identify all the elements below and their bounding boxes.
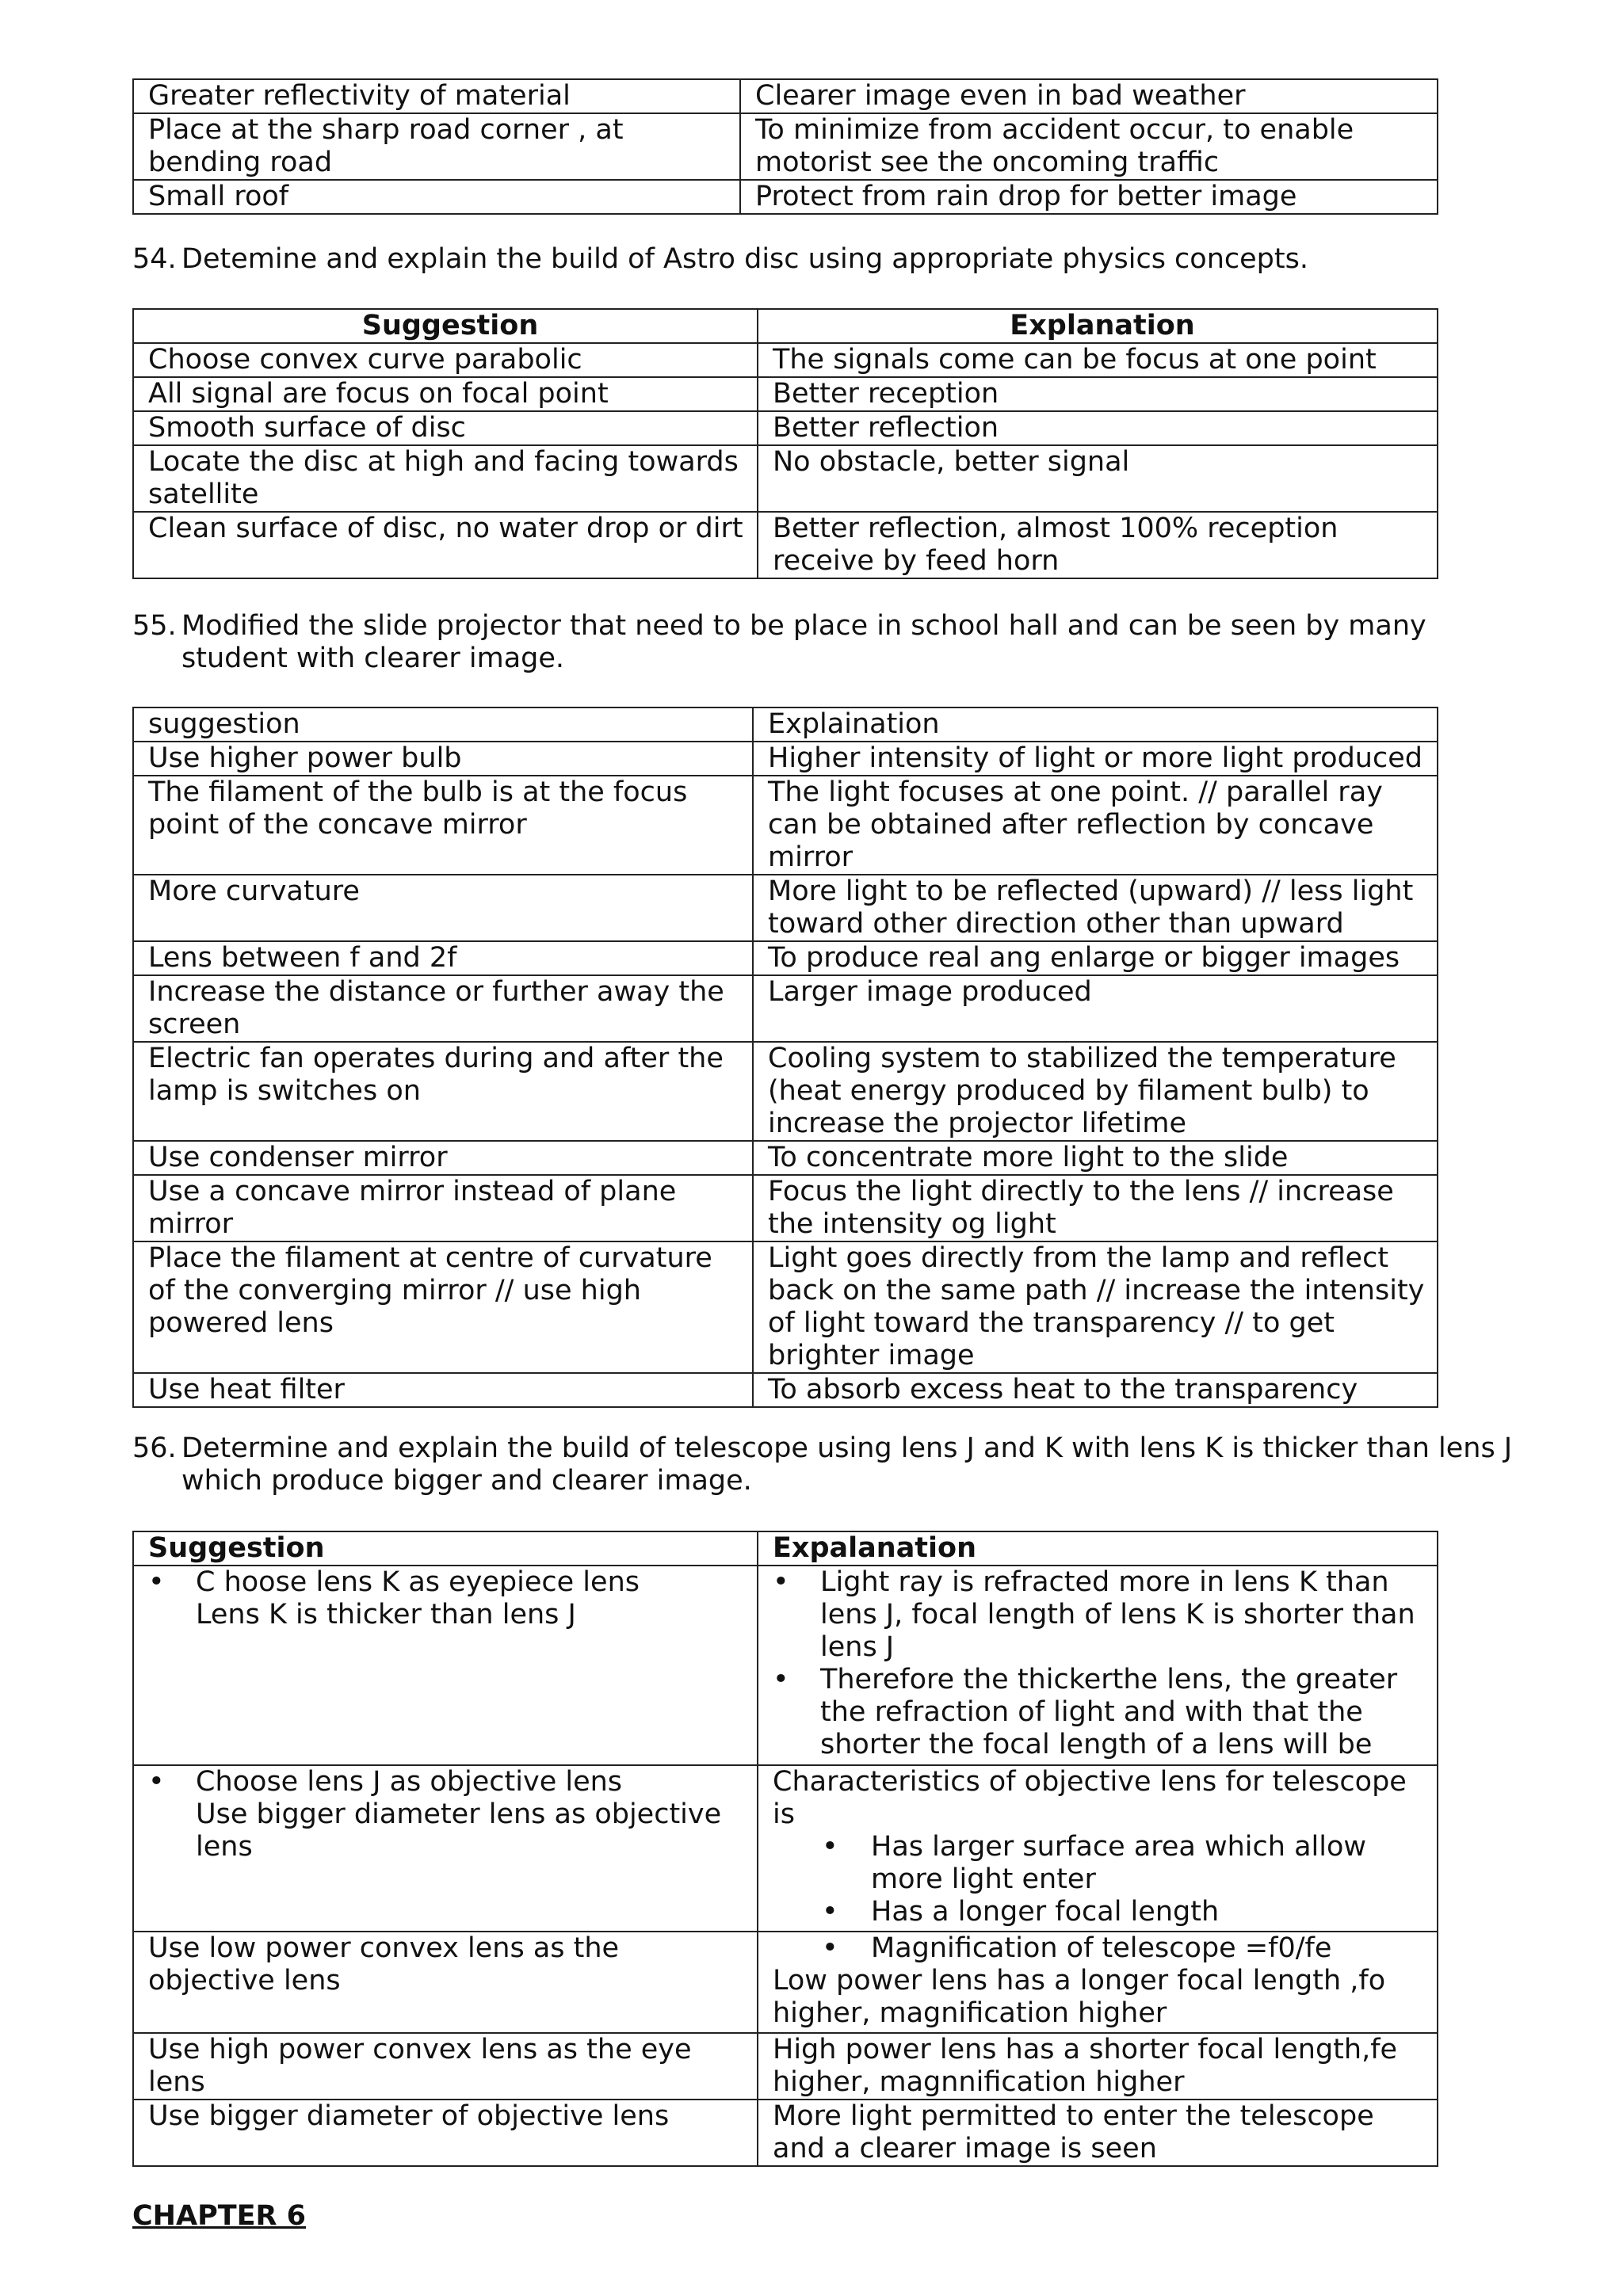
indented-text: Use bigger diameter lens as objective lens (196, 1798, 722, 1863)
column-header: suggestion (133, 707, 753, 742)
table-cell: Place at the sharp road corner , at bending road (133, 113, 740, 180)
column-header: Explaination (753, 707, 1438, 742)
table-cell: Larger image produced (753, 975, 1438, 1042)
table-cell: To concentrate more light to the slide (753, 1141, 1438, 1175)
table-row (133, 776, 1438, 875)
table-cell: Higher intensity of light or more light produced (753, 742, 1438, 776)
table-cell: Choose convex curve parabolic (133, 343, 758, 377)
table-cell: Small roof (133, 180, 740, 214)
table-cell: Focus the light directly to the lens // increase the intensity og light (753, 1175, 1438, 1241)
table-cell (133, 1566, 758, 1765)
table-cell: Use condenser mirror (133, 1141, 753, 1175)
table-row (133, 512, 1438, 578)
table-cell: Better reflection (758, 411, 1438, 445)
table-continued (132, 78, 1438, 215)
table-cell: Better reception (758, 377, 1438, 411)
table-cell: Use heat filter (133, 1373, 753, 1407)
table-telescope (132, 1531, 1438, 2167)
table-row (133, 1042, 1438, 1141)
table-cell: More curvature (133, 875, 753, 941)
bullet-item: • Choose lens J as objective lens (148, 1766, 752, 1798)
question-number: 54. (132, 243, 177, 275)
table-row (133, 79, 1438, 113)
column-header: Expalanation (758, 1531, 1438, 1566)
question-text: which produce bigger and clearer image. (181, 1465, 752, 1497)
table-header-row (133, 1531, 1438, 1566)
table-cell: Cooling system to stabilized the temperature (heat energy produced by filament bulb) to increase the projector lifetime (753, 1042, 1438, 1141)
question-54 (132, 243, 1480, 277)
table-row (133, 975, 1438, 1042)
column-header: Suggestion (133, 1531, 758, 1566)
table-row (133, 445, 1438, 512)
bullet-item: • Therefore the thickerthe lens, the greater the refraction of light and with that the shorter the focal length of a lens will be (773, 1664, 1432, 1761)
table-cell: All signal are focus on focal point (133, 377, 758, 411)
table-row (133, 1175, 1438, 1241)
table-cell: Lens between f and 2f (133, 941, 753, 975)
table-cell: Use a concave mirror instead of plane mirror (133, 1175, 753, 1241)
table-row (133, 742, 1438, 776)
table-row (133, 377, 1438, 411)
table-cell: The light focuses at one point. // parallel ray can be obtained after reflection by concave mirror (753, 776, 1438, 875)
table-cell: Protect from rain drop for better image (740, 180, 1438, 214)
cell-text: Low power lens has a longer focal length ,fo higher, magnification higher (773, 1965, 1386, 2029)
table-cell: To produce real ang enlarge or bigger images (753, 941, 1438, 975)
question-text: student with clearer image. (181, 643, 565, 674)
table-row (133, 1566, 1438, 1765)
table-row (133, 2100, 1438, 2166)
bullet-item: • Light ray is refracted more in lens K than lens J, focal length of lens K is shorter than lens J (773, 1566, 1432, 1664)
table-row (133, 1765, 1438, 1932)
table-cell: Use low power convex lens as the objective lens (133, 1932, 758, 2033)
question-text: Modified the slide projector that need to be place in school hall and can be seen by many (181, 610, 1426, 642)
table-cell (758, 1566, 1438, 1765)
table-cell: More light permitted to enter the telescope and a clearer image is seen (758, 2100, 1438, 2166)
table-cell: Use higher power bulb (133, 742, 753, 776)
table-cell: Locate the disc at high and facing towards satellite (133, 445, 758, 512)
table-cell: More light to be reflected (upward) // less light toward other direction other than upward (753, 875, 1438, 941)
question-55 (132, 610, 1480, 677)
table-cell: High power lens has a shorter focal length,fe higher, magnnification higher (758, 2033, 1438, 2100)
table-row (133, 411, 1438, 445)
table-cell: No obstacle, better signal (758, 445, 1438, 512)
table-row (133, 1932, 1438, 2033)
table-cell: The filament of the bulb is at the focus point of the concave mirror (133, 776, 753, 875)
question-number: 55. (132, 610, 177, 642)
indented-text: Lens K is thicker than lens J (196, 1599, 576, 1630)
table-cell (758, 1932, 1438, 2033)
table-row (133, 180, 1438, 214)
table-cell: Use high power convex lens as the eye lens (133, 2033, 758, 2100)
table-cell: To absorb excess heat to the transparency (753, 1373, 1438, 1407)
table-row (133, 1241, 1438, 1373)
table-cell: Smooth surface of disc (133, 411, 758, 445)
table-header-row (133, 707, 1438, 742)
question-text: Detemine and explain the build of Astro disc using appropriate physics concepts. (181, 243, 1308, 275)
table-cell: Light goes directly from the lamp and reflect back on the same path // increase the intensity of light toward the transparency // to get brighter image (753, 1241, 1438, 1373)
table-cell: Increase the distance or further away the screen (133, 975, 753, 1042)
table-cell (758, 1765, 1438, 1932)
table-astro-disc (132, 308, 1438, 579)
table-cell (133, 1765, 758, 1932)
table-row (133, 941, 1438, 975)
table-cell: Clearer image even in bad weather (740, 79, 1438, 113)
table-header-row (133, 309, 1438, 343)
bullet-item: • Magnification of telescope =f0/fe (773, 1932, 1432, 1965)
table-cell: Use bigger diameter of objective lens (133, 2100, 758, 2166)
bullet-item: • Has a longer focal length (773, 1896, 1432, 1928)
table-cell: Place the filament at centre of curvature of the converging mirror // use high powered lens (133, 1241, 753, 1373)
table-cell: Electric fan operates during and after the lamp is switches on (133, 1042, 753, 1141)
table-row (133, 1373, 1438, 1407)
table-cell: To minimize from accident occur, to enable motorist see the oncoming traffic (740, 113, 1438, 180)
table-cell: Better reflection, almost 100% reception receive by feed horn (758, 512, 1438, 578)
column-header: Explanation (758, 309, 1438, 343)
question-56 (132, 1432, 1591, 1499)
chapter-heading: CHAPTER 6 (132, 2200, 306, 2232)
table-row (133, 113, 1438, 180)
table-row (133, 875, 1438, 941)
table-slide-projector (132, 707, 1438, 1408)
bullet-item: • Has larger surface area which allow more light enter (773, 1831, 1432, 1896)
column-header: Suggestion (133, 309, 758, 343)
table-row (133, 2033, 1438, 2100)
question-number: 56. (132, 1432, 177, 1464)
cell-text: Characteristics of objective lens for telescope is (773, 1766, 1407, 1830)
table-row (133, 343, 1438, 377)
bullet-item: • C hoose lens K as eyepiece lens (148, 1566, 752, 1599)
table-cell: Clean surface of disc, no water drop or dirt (133, 512, 758, 578)
table-cell: The signals come can be focus at one point (758, 343, 1438, 377)
table-cell: Greater reflectivity of material (133, 79, 740, 113)
question-text: Determine and explain the build of telescope using lens J and K with lens K is thicker than lens J (181, 1432, 1513, 1464)
table-row (133, 1141, 1438, 1175)
